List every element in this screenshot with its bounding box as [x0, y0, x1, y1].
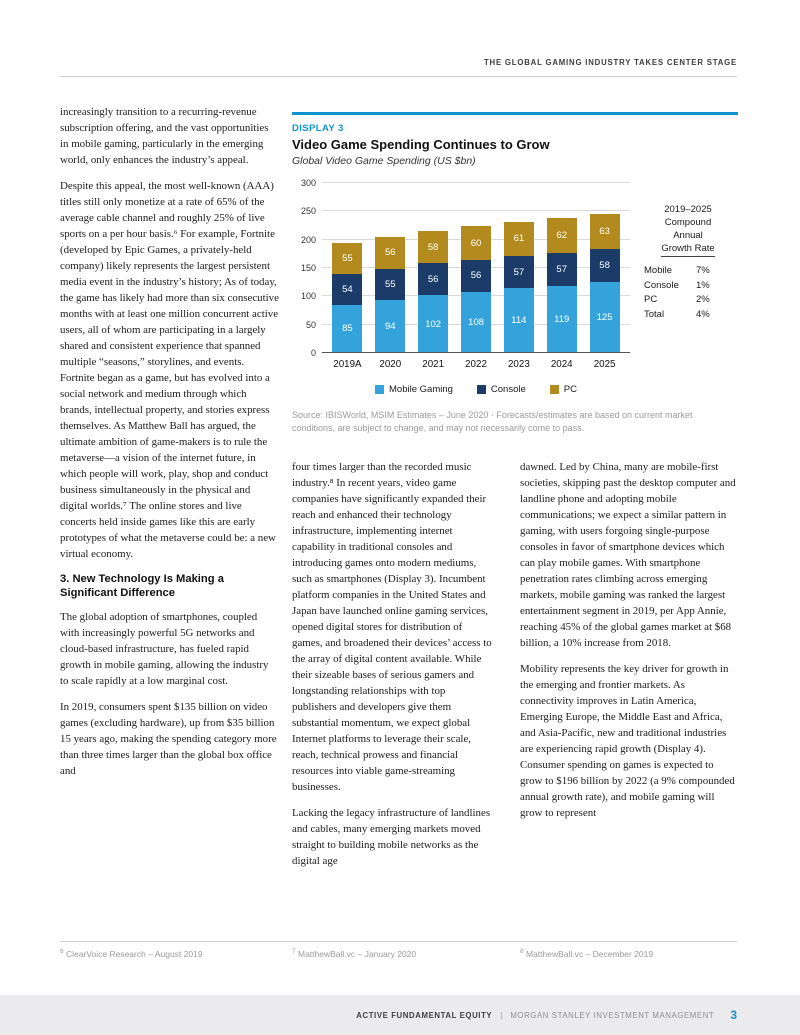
paragraph: dawned. Led by China, many are mobile-first societies, skipping past the desktop computer and landline phone and adopting mobile communications; we expect a similar pattern in gaming, with users forgoing single-purpose consoles in favor of smartphone devices which can play mobile games. With smartphone penetration rates climbing across emerging markets, mobile gaming was ranked the largest entertainment segment in 2019, per App Annie, reaching 45% of the global games market at $68 billion, a 10% increase from 2018.	[520, 461, 736, 649]
cagr-row-label: PC	[644, 294, 658, 305]
legend-swatch	[375, 385, 384, 394]
footer-company: MORGAN STANLEY INVESTMENT MANAGEMENT	[510, 1010, 715, 1020]
paragraph: four times larger than the recorded music industry.⁸ In recent years, video game companies have significantly expanded their reach and enhanced their technology infrastructure, implementing internet capability in traditional consoles and introducing games onto modern mediums, such as smartphones (Display 3). Incumbent platform companies in the United States and Japan have launched online gaming services, opened digital stores for distribution of games, and broadened their devices’ access to the array of digital content available. While their sizeable bases of serious gamers and longstanding relationships with top publishers and developers give them substantial momentum, we expect global Internet platforms to leverage their scale, reach, technical prowess and financial resources into viable game-streaming businesses.	[292, 461, 492, 793]
page-number: 3	[730, 1008, 737, 1022]
middle-column	[292, 459, 492, 879]
legend-swatch	[550, 385, 559, 394]
legend-swatch	[477, 385, 486, 394]
cagr-row-label: Mobile	[644, 265, 672, 276]
section-heading: 3. New Technology Is Making a Significant Difference	[60, 573, 224, 599]
bar-stack	[547, 218, 577, 353]
x-tick-label: 2025	[593, 359, 616, 370]
cagr-row-value: 2%	[696, 294, 710, 305]
bar-group	[326, 183, 369, 353]
bar-value-label: 85	[342, 323, 353, 335]
bar-group	[540, 183, 583, 353]
bar-segment-mobile-gaming	[375, 300, 405, 353]
plot-column	[292, 178, 630, 395]
source-note: Source: IBISWorld, MSIM Estimates – June 2020 · Forecasts/estimates are based on current market conditions, are subject to change, and may not necessarily come to pass.	[292, 410, 693, 433]
chart-title: Video Game Spending Continues to Grow	[292, 137, 550, 152]
bar-segment-pc	[590, 214, 620, 250]
bar-value-label: 63	[599, 225, 610, 237]
bar-value-label: 125	[596, 312, 613, 324]
bar-group	[497, 183, 540, 353]
bar-segment-mobile-gaming	[418, 295, 448, 353]
chart-plot	[300, 178, 630, 358]
bar-segment-pc	[547, 218, 577, 253]
bar-segment-mobile-gaming	[590, 282, 620, 353]
bar-stack	[461, 226, 491, 353]
bar-segment-pc	[418, 231, 448, 264]
footnote-number: 7	[292, 948, 296, 955]
bar-value-label: 55	[384, 278, 396, 290]
chart-subtitle: Global Video Game Spending (US $bn)	[292, 155, 476, 167]
cagr-table	[638, 264, 738, 322]
cagr-row	[644, 279, 738, 294]
bar-value-label: 57	[556, 263, 567, 275]
footnote	[520, 948, 653, 959]
cagr-row	[644, 293, 738, 308]
bar-value-label: 108	[468, 316, 484, 328]
page-footer	[0, 995, 800, 1035]
y-tick-label: 0	[310, 348, 316, 358]
bar-segment-console	[461, 260, 491, 292]
bar-stack	[418, 231, 448, 353]
bar-segment-mobile-gaming	[461, 292, 491, 353]
cagr-title-line: Annual	[673, 230, 703, 241]
bar-value-label: 62	[556, 230, 567, 242]
bar-stack	[332, 243, 362, 353]
footer-division: ACTIVE FUNDAMENTAL EQUITY	[356, 1010, 493, 1020]
y-tick-label: 300	[300, 178, 316, 188]
x-tick-label: 2024	[550, 359, 573, 370]
bar-value-label: 58	[427, 241, 439, 253]
cagr-title-line: Growth Rate	[661, 242, 714, 257]
chart-legend	[322, 384, 630, 395]
bar-segment-console	[375, 269, 405, 300]
legend-item	[477, 384, 526, 395]
legend-label: Mobile Gaming	[389, 384, 453, 395]
bar-group	[455, 183, 498, 353]
running-header: THE GLOBAL GAMING INDUSTRY TAKES CENTER STAGE	[483, 58, 737, 67]
cagr-title-line: Compound	[664, 217, 712, 228]
footnote	[60, 948, 203, 959]
bar-group	[412, 183, 455, 353]
paragraph: Mobility represents the key driver for growth in the emerging and frontier markets. As connectivity improves in Latin America, Emerging Europe, the Middle East and Africa, and Asia-Pacific, new and traditional industries are experiencing rapid growth (Display 4). Consumer spending on games is expected to grow to $196 billion by 2022 (a 9% compounded annual growth rate), and mobile gaming will grow to represent	[520, 663, 735, 819]
display-label: DISPLAY 3	[292, 123, 344, 134]
bar-group	[583, 183, 626, 353]
bar-segment-console	[590, 249, 620, 282]
cagr-row	[644, 308, 738, 323]
bar-segment-mobile-gaming	[332, 305, 362, 353]
y-tick-label: 150	[300, 263, 316, 273]
cagr-row-value: 4%	[696, 308, 710, 320]
footer-separator: |	[500, 1010, 503, 1020]
footnote-text: MatthewBall.vc – January 2020	[298, 948, 417, 959]
bar-value-label: 56	[470, 270, 482, 282]
bar-value-label: 58	[599, 260, 610, 272]
bar-group	[369, 183, 412, 353]
bar-segment-console	[332, 274, 362, 305]
bar-value-label: 94	[384, 320, 396, 332]
paragraph: Lacking the legacy infrastructure of landlines and cables, many emerging markets moved straight to building mobile networks as the digital age	[292, 807, 491, 867]
bar-stack	[504, 222, 534, 353]
bar-stack	[590, 214, 620, 353]
x-tick-label: 2023	[507, 359, 530, 370]
legend-item	[550, 384, 577, 395]
bar-stack	[375, 237, 405, 353]
cagr-row-value: 1%	[696, 279, 710, 291]
cagr-title-line: 2019–2025	[664, 204, 712, 215]
paragraph: The global adoption of smartphones, coupled with increasingly powerful 5G networks and cloud-based infrastructure, has fueled rapid growth in mobile gaming, allowing the industry to scale rapidly at a low marginal cost.	[60, 611, 269, 687]
cagr-annotation	[638, 203, 738, 395]
bar-segment-pc	[375, 237, 405, 269]
legend-label: Console	[490, 384, 526, 395]
plot-row	[292, 178, 738, 395]
bars-row	[322, 183, 630, 353]
display3-chart-block	[292, 112, 738, 434]
bar-value-label: 54	[342, 284, 353, 296]
bar-segment-console	[547, 253, 577, 285]
x-axis-labels	[322, 359, 630, 370]
x-tick-label: 2020	[379, 359, 402, 370]
bar-segment-console	[504, 256, 534, 288]
footnote-number: 6	[60, 948, 64, 955]
bar-segment-pc	[461, 226, 491, 260]
footnote-text: MatthewBall.vc – December 2019	[526, 948, 654, 959]
footnote-rule	[60, 941, 737, 942]
footnote-number: 8	[520, 948, 524, 955]
bar-value-label: 60	[470, 237, 482, 249]
cagr-row-label: Console	[644, 279, 679, 291]
legend-label: PC	[563, 384, 577, 395]
x-tick-label: 2021	[422, 359, 445, 370]
header-rule	[60, 76, 737, 77]
bar-value-label: 55	[342, 253, 353, 265]
y-tick-label: 100	[300, 291, 316, 302]
bar-value-label: 56	[384, 247, 396, 259]
legend-item	[375, 384, 453, 395]
bar-value-label: 57	[513, 266, 525, 278]
bar-segment-mobile-gaming	[504, 288, 534, 353]
bar-value-label: 56	[427, 273, 439, 285]
bar-value-label: 102	[425, 318, 442, 330]
bar-value-label: 61	[513, 233, 525, 245]
y-tick-label: 200	[300, 234, 316, 245]
cagr-row-value: 7%	[696, 265, 710, 276]
footnote-text: ClearVoice Research – August 2019	[66, 948, 203, 959]
bar-segment-console	[418, 263, 448, 295]
x-tick-label: 2022	[465, 359, 487, 370]
x-axis-line	[322, 352, 630, 353]
x-tick-label: 2019A	[333, 359, 362, 370]
bar-segment-mobile-gaming	[547, 286, 577, 353]
footnote	[292, 948, 416, 959]
paragraph: Despite this appeal, the most well-known (AAA) titles still only monetize at a rate of 65% of the average cable channel and roughly 25% of live sports on a per hour basis.⁶ For example, Fortnite (developed by Epic Games, a privately-held company) likely represents the largest persistent media event in the industry’s history; As of today, the game has likely had more than six consecutive months with at least one million concurrent active users, all of whom are participating in a largely shared and consistent experience that spanned multiple “seasons,” storylines, and events. Fortnite began as a game, but has evolved into a social network and medium through which brands, intellectual property, and stories express themselves. As Matthew Ball has argued, the ultimate ambition of game-makers is to rule the metaverse—a vision of the internet future, in which people will work, play, shop and conduct business simultaneously in the physical and digital worlds.⁷ The online stores and live concerts held inside games like this are early prototypes of what the metaverse could be: a new virtual economy.	[60, 180, 279, 560]
right-column	[520, 459, 738, 831]
left-column	[60, 104, 279, 789]
y-tick-label: 250	[300, 206, 316, 217]
bar-segment-pc	[504, 222, 534, 257]
bar-value-label: 114	[511, 315, 527, 327]
bar-segment-pc	[332, 243, 362, 274]
bar-value-label: 119	[554, 313, 570, 325]
cagr-row-label: Total	[644, 308, 665, 320]
cagr-title	[638, 203, 738, 257]
cagr-row	[644, 264, 738, 279]
y-tick-label: 50	[305, 319, 316, 330]
paragraph: increasingly transition to a recurring-revenue subscription offering, and the vast opportunities in mobile gaming, particularly in the emerging world, only enhances the industry’s appeal.	[60, 106, 269, 166]
paragraph: In 2019, consumers spent $135 billion on video games (excluding hardware), up from $35 billion 15 years ago, making the spending category more than three times larger than the global box office and	[60, 701, 277, 777]
